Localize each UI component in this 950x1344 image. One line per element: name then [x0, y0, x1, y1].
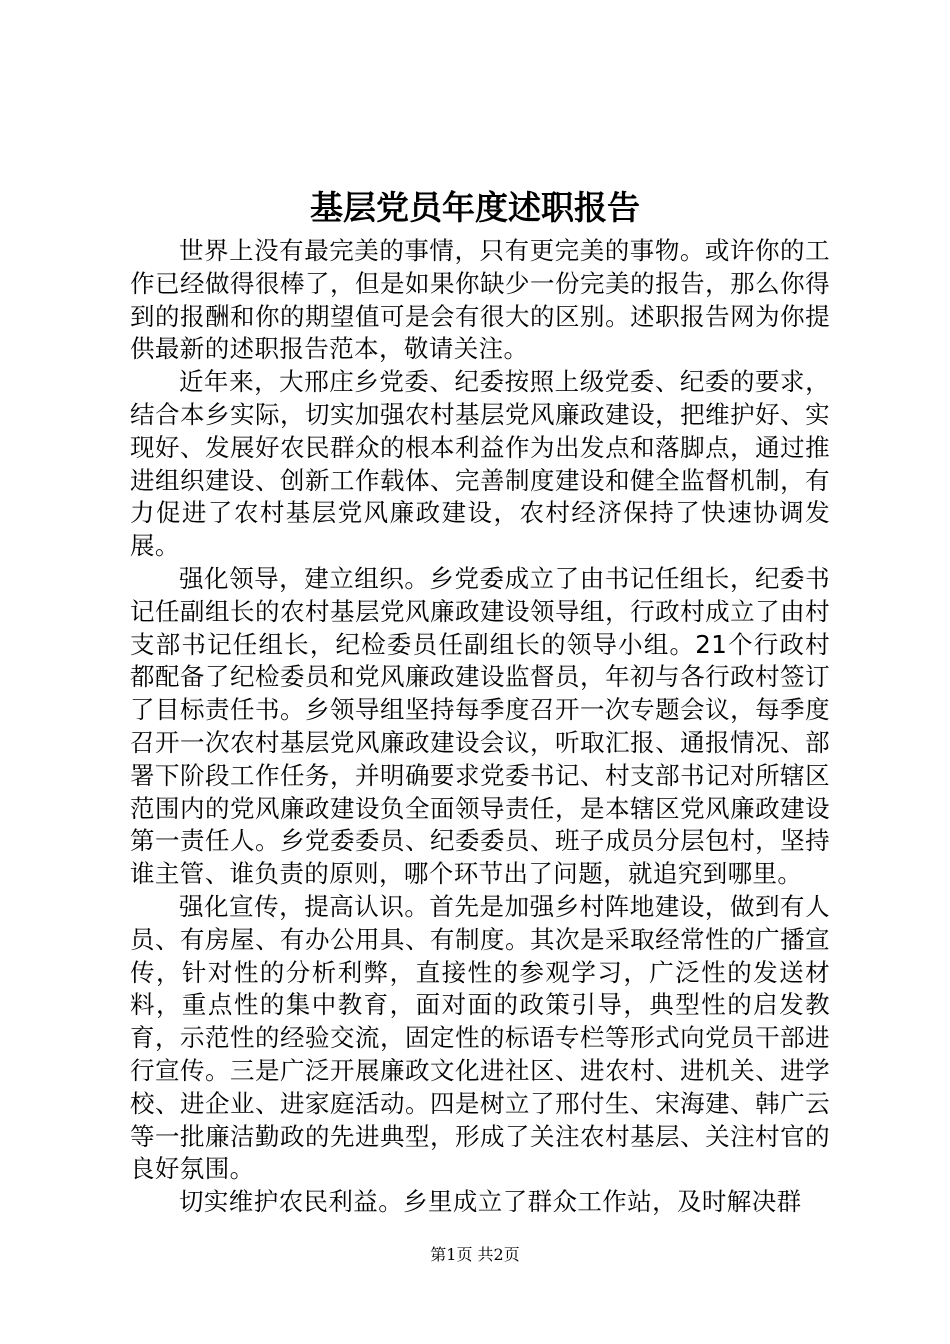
paragraph-publicity: 强化宣传，提高认识。首先是加强乡村阵地建设，做到有人员、有房屋、有办公用具、有制度。其次是采取经常性的广播宣传，针对性的分析利弊，直接性的参观学习，广泛性的发送材料，重点性的集中教育，面对面的政策引导，典型性的启发教育，示范性的经验交流，固定性的标语专栏等形式向党员干部进行宣传。三是广泛开展廉政文化进社区、进农村、进机关、进学校、进企业、进家庭活动。四是树立了邢付生、宋海建、韩广云等一批廉洁勤政的先进典型，形成了关注农村基层、关注村官的良好氛围。: [130, 891, 830, 1184]
paragraph-leadership: 强化领导，建立组织。乡党委成立了由书记任组长，纪委书记任副组长的农村基层党风廉政建设领导组，行政村成立了由村支部书记任组长，纪检委员任副组长的领导小组。21个行政村都配备了纪检委员和党风廉政建设监督员，年初与各行政村签订了目标责任书。乡领导组坚持每季度召开一次专题会议，每季度召开一次农村基层党风廉政建设会议，听取汇报、通报情况、部署下阶段工作任务，并明确要求党委书记、村支部书记对所辖区范围内的党风廉政建设负全面领导责任，是本辖区党风廉政建设第一责任人。乡党委委员、纪委委员、班子成员分层包村，坚持谁主管、谁负责的原则，哪个环节出了问题，就追究到哪里。: [130, 563, 830, 889]
paragraph-intro: 世界上没有最完美的事情，只有更完美的事物。或许你的工作已经做得很棒了，但是如果你缺少一份完美的报告，那么你得到的报酬和你的期望值可是会有很大的区别。述职报告网为你提供最新的述职报告范本，敬请关注。: [130, 236, 830, 364]
document-body: [130, 235, 830, 1219]
document-title: 基层党员年度述职报告: [310, 188, 640, 227]
paragraph-overview: 近年来，大邢庄乡党委、纪委按照上级党委、纪委的要求，结合本乡实际，切实加强农村基层党风廉政建设，把维护好、实现好、发展好农民群众的根本利益作为出发点和落脚点，通过推进组织建设、创新工作载体、完善制度建设和健全监督机制，有力促进了农村基层党风廉政建设，农村经济保持了快速协调发展。: [130, 367, 830, 561]
paragraph-farmer-interests: 切实维护农民利益。乡里成立了群众工作站，及时解决群: [179, 1187, 802, 1217]
page-footer: 第1页 共2页: [430, 1245, 520, 1264]
